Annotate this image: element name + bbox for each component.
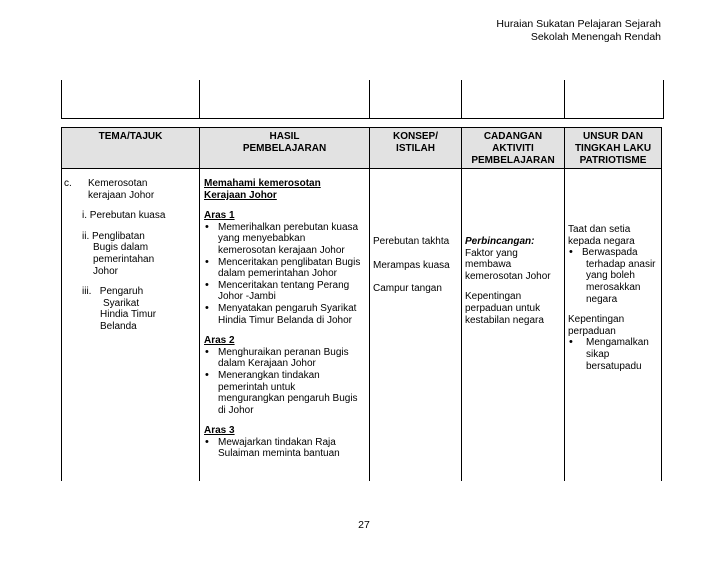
header-hasil: HASIL PEMBELAJARAN	[242, 131, 327, 154]
hasil-title-2: Kerajaan Johor	[204, 189, 277, 201]
unsur-line: Taat dan setia	[568, 224, 631, 235]
aras-1-label: Aras 1	[204, 210, 235, 222]
stub-divider	[369, 80, 370, 118]
list-item: • Menerangkan tindakan pemerintah untuk mengurangkan pengaruh Bugis di Johor	[204, 370, 368, 416]
page-number: 27	[358, 519, 370, 531]
list-item: • Mewajarkan tindakan Raja Sulaiman meminta bantuan	[204, 437, 368, 460]
hasil-cell	[204, 178, 368, 460]
header-konsep: KONSEP/ ISTILAH	[392, 131, 438, 154]
tema-title-2: kerajaan Johor	[88, 189, 155, 201]
header-line-2: Sekolah Menengah Rendah	[530, 31, 661, 43]
stub-divider	[461, 80, 462, 118]
tema-cell	[64, 178, 198, 333]
cadangan-line: membawa	[465, 259, 512, 271]
list-item: • Menceritakan tentang Perang Johor -Jambi	[204, 280, 368, 303]
tema-item-ii-4: Johor	[93, 265, 119, 277]
cadangan-line: kestabilan negara	[465, 314, 544, 326]
tema-item-ii-1: ii. Penglibatan	[82, 230, 145, 242]
list-item: • Mengamalkan sikap bersatupadu	[568, 337, 661, 372]
tema-item-iii-4: Belanda	[100, 320, 137, 332]
tema-item-iii-1: iii. Pengaruh	[82, 286, 144, 298]
list-item: • Menceritakan penglibatan Bugis dalam pemerintahan Johor	[204, 257, 368, 280]
tema-item-ii-2: Bugis dalam	[93, 242, 149, 254]
unsur-line: perpaduan	[568, 325, 616, 337]
konsep-item: Perebutan takhta	[373, 236, 450, 247]
stub-divider	[564, 80, 565, 118]
konsep-cell	[373, 236, 461, 295]
tema-item-i: i. Perebutan kuasa	[82, 210, 166, 222]
header-cadangan: CADANGAN AKTIVITI PEMBELAJARAN	[471, 131, 555, 166]
tema-title-1: Kemerosotan	[88, 178, 148, 189]
column-divider	[369, 128, 370, 481]
table-header-row	[62, 128, 661, 169]
column-divider	[564, 128, 565, 481]
header-tema: TEMA/TAJUK	[98, 131, 163, 142]
cadangan-line: Kepentingan	[465, 291, 522, 303]
unsur-line: Kepentingan	[568, 314, 625, 326]
header-unsur: UNSUR DAN TINGKAH LAKU PATRIOTISME	[574, 131, 652, 166]
stub-divider	[199, 80, 200, 118]
list-item: • Memerihalkan perebutan kuasa yang menyebabkan kemerosotan kerajaan Johor	[204, 222, 368, 257]
cadangan-line: Faktor yang	[465, 247, 518, 259]
previous-table-stub	[61, 80, 664, 119]
syllabus-table	[61, 127, 662, 481]
tema-item-iii-3: Hindia Timur	[100, 309, 157, 321]
list-item: • Menghuraikan peranan Bugis dalam Kerajaan Johor	[204, 347, 368, 370]
page-header	[496, 18, 661, 44]
cadangan-cell	[465, 236, 564, 326]
cadangan-line: kemerosotan Johor	[465, 270, 551, 282]
konsep-item: Merampas kuasa	[373, 259, 450, 271]
header-line-1: Huraian Sukatan Pelajaran Sejarah	[496, 18, 661, 30]
column-divider	[199, 128, 200, 481]
aras-3-label: Aras 3	[204, 425, 235, 437]
tema-item-ii-3: pemerintahan	[93, 253, 155, 265]
cadangan-line: perpaduan untuk	[465, 302, 541, 314]
column-divider	[461, 128, 462, 481]
list-item: • Menyatakan pengaruh Syarikat Hindia Timur Belanda di Johor	[204, 303, 368, 326]
tema-marker: c.	[64, 178, 72, 189]
list-item: • Berwaspada terhadap anasir yang boleh merosakkan negara	[568, 247, 661, 305]
konsep-item: Campur tangan	[373, 283, 442, 295]
cadangan-title: Perbincangan:	[465, 236, 535, 247]
hasil-title-1: Memahami kemerosotan	[204, 178, 321, 189]
aras-2-label: Aras 2	[204, 335, 235, 347]
unsur-line: kepada negara	[568, 235, 635, 247]
tema-item-iii-2: Syarikat	[103, 297, 140, 309]
unsur-cell	[568, 224, 661, 372]
